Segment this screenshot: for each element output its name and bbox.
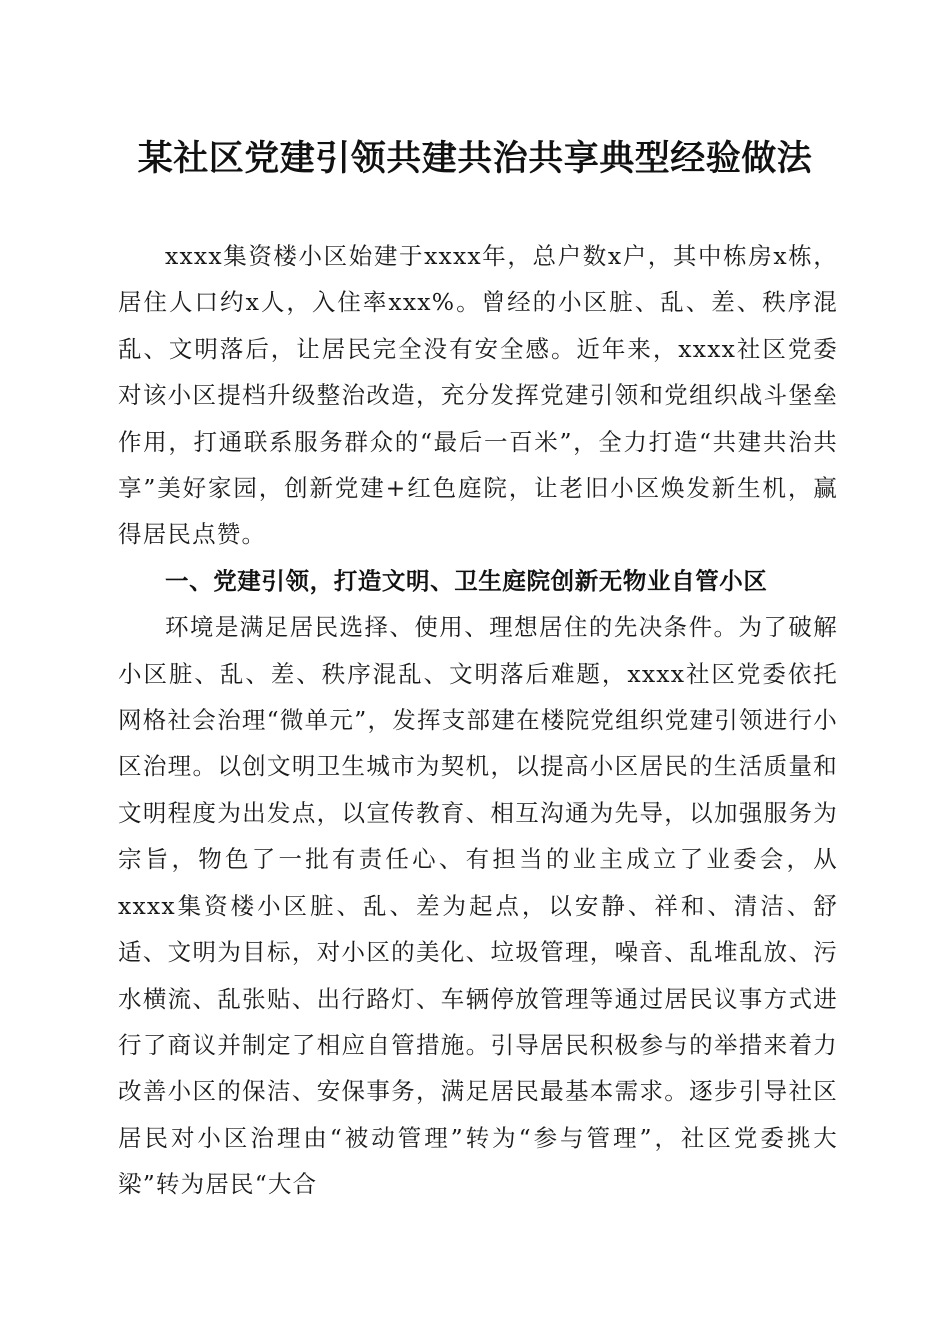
document-title: 某社区党建引领共建共治共享典型经验做法 xyxy=(137,138,813,179)
section-1-paragraph: 环境是满足居民选择、使用、理想居住的先决条件。为了破解小区脏、乱、差、秩序混乱、文明落后难题，xxxx社区党委依托网格社会治理“微单元”，发挥支部建在楼院党组织党建引领进行小区治理。以创文明卫生城市为契机，以提高小区居民的生活质量和文明程度为出发点，以宣传教育、相互沟通为先导，以加强服务为宗旨，物色了一批有责任心、有担当的业主成立了业委会，从xxxx集资楼小区脏、乱、差为起点，以安静、祥和、清洁、舒适、文明为目标，对小区的美化、垃圾管理，噪音、乱堆乱放、污水横流、乱张贴、出行路灯、车辆停放管理等通过居民议事方式进行了商议并制定了相应自管措施。引导居民积极参与的举措来着力改善小区的保洁、安保事务，满足居民最基本需求。逐步引导社区居民对小区治理由“被动管理”转为“参与管理”，社区党委挑大梁”转为居民“大合 xyxy=(118,613,838,1199)
section-1-heading: 一、党建引领，打造文明、卫生庭院创新无物业自管小区 xyxy=(165,566,768,595)
document-body xyxy=(118,233,838,1208)
intro-paragraph: xxxx集资楼小区始建于xxxx年，总户数x户，其中栋房x栋，居住人口约x人，入住率xxx%。曾经的小区脏、乱、差、秩序混乱、文明落后，让居民完全没有安全感。近年来，xxxx社区党委对该小区提档升级整治改造，充分发挥党建引领和党组织战斗堡垒作用，打通联系服务群众的“最后一百米”，全力打造“共建共治共享”美好家园，创新党建+红色庭院，让老旧小区焕发新生机，赢得居民点赞。 xyxy=(118,242,838,549)
